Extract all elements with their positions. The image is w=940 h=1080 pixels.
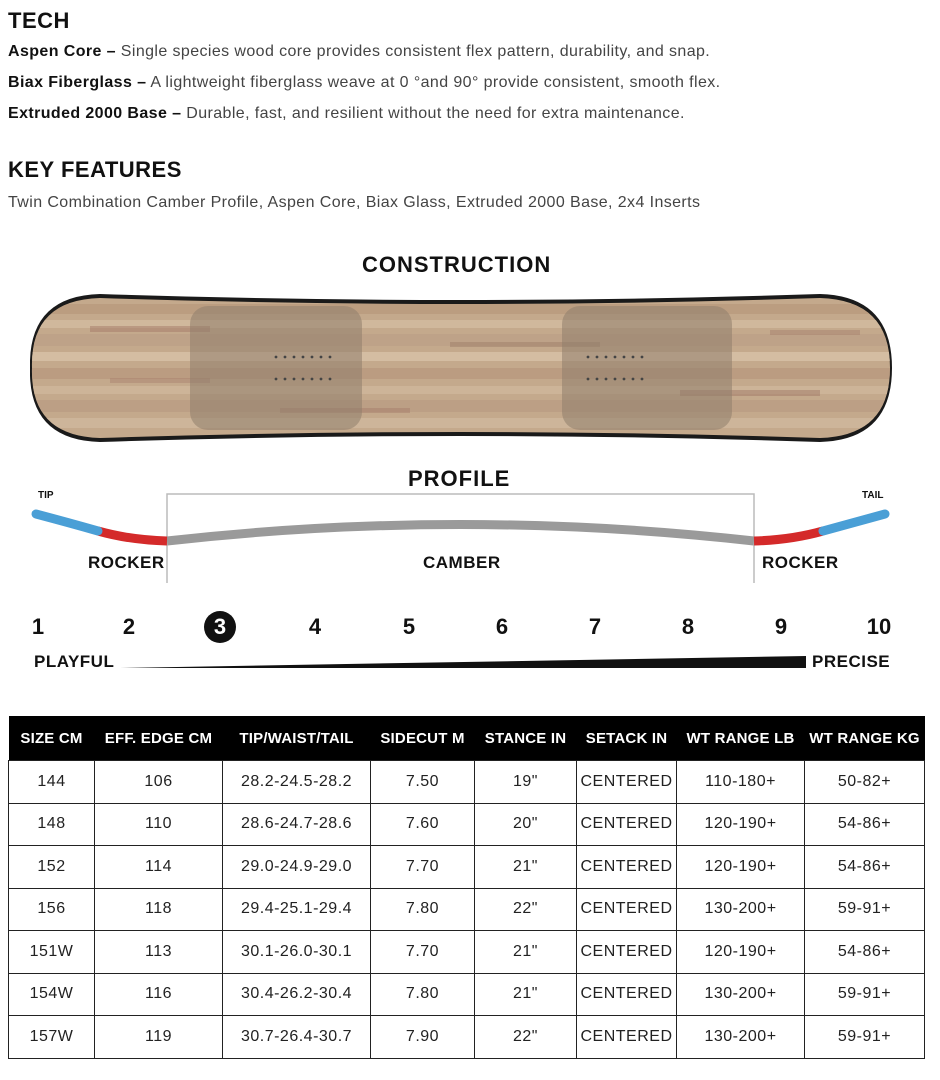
- table-cell: 157W: [9, 1016, 95, 1059]
- table-cell: 21": [475, 846, 577, 889]
- flex-scale-value: 1: [31, 614, 45, 639]
- tech-item-desc: A lightweight fiberglass weave at 0 °and 90° provide consistent, smooth flex.: [146, 74, 721, 91]
- table-cell: 19": [475, 761, 577, 804]
- table-row: [9, 1016, 925, 1059]
- table-cell: CENTERED: [577, 1016, 677, 1059]
- key-features-heading: KEY FEATURES: [8, 157, 182, 182]
- table-cell: 54-86+: [805, 846, 925, 889]
- profile-title: PROFILE: [408, 466, 511, 491]
- table-cell: 28.6-24.7-28.6: [223, 803, 371, 846]
- table-row: [9, 761, 925, 804]
- camber-label: CAMBER: [423, 553, 501, 572]
- table-cell: 120-190+: [677, 846, 805, 889]
- rocker-right-label: ROCKER: [762, 553, 839, 572]
- tech-heading: TECH: [8, 8, 70, 33]
- table-cell: 144: [9, 761, 95, 804]
- snowboard-construction-image: [30, 290, 892, 446]
- tech-item-desc: Single species wood core provides consistent flex pattern, durability, and snap.: [115, 43, 711, 60]
- table-cell: 151W: [9, 931, 95, 974]
- table-cell: 152: [9, 846, 95, 889]
- table-cell: 156: [9, 888, 95, 931]
- tech-item-aspen-core: [8, 43, 710, 61]
- table-cell: 119: [95, 1016, 223, 1059]
- table-cell: 114: [95, 846, 223, 889]
- table-cell: 7.50: [371, 761, 475, 804]
- column-header: WT RANGE KG: [805, 716, 925, 761]
- flex-scale-value: 7: [588, 614, 602, 639]
- table-cell: 22": [475, 888, 577, 931]
- table-cell: 7.80: [371, 973, 475, 1016]
- table-cell: 7.70: [371, 931, 475, 974]
- table-cell: 110-180+: [677, 761, 805, 804]
- table-cell: 7.80: [371, 888, 475, 931]
- table-row: [9, 931, 925, 974]
- table-cell: 120-190+: [677, 803, 805, 846]
- table-cell: CENTERED: [577, 973, 677, 1016]
- column-header: EFF. EDGE CM: [95, 716, 223, 761]
- tech-item-extruded-base: [8, 105, 685, 123]
- tail-label: TAIL: [862, 490, 884, 501]
- flex-max-label: PRECISE: [812, 652, 891, 671]
- construction-title: CONSTRUCTION: [362, 252, 552, 277]
- table-cell: CENTERED: [577, 846, 677, 889]
- table-cell: 30.4-26.2-30.4: [223, 973, 371, 1016]
- flex-scale-value: 10: [866, 614, 892, 639]
- flex-scale-value: 2: [122, 614, 136, 639]
- table-row: [9, 888, 925, 931]
- key-features-text: Twin Combination Camber Profile, Aspen Core, Biax Glass, Extruded 2000 Base, 2x4 Inserts: [8, 194, 701, 211]
- table-cell: 130-200+: [677, 973, 805, 1016]
- table-row: [9, 846, 925, 889]
- table-cell: 7.70: [371, 846, 475, 889]
- tip-label: TIP: [38, 490, 54, 501]
- table-cell: 59-91+: [805, 973, 925, 1016]
- flex-scale-wedge: [120, 654, 806, 670]
- flex-scale-value: 4: [308, 614, 322, 639]
- table-cell: 130-200+: [677, 1016, 805, 1059]
- flex-scale-value: 8: [681, 614, 695, 639]
- table-cell: 59-91+: [805, 1016, 925, 1059]
- tech-item-name: Biax Fiberglass –: [8, 74, 147, 91]
- table-cell: 116: [95, 973, 223, 1016]
- table-cell: 148: [9, 803, 95, 846]
- table-cell: 29.0-24.9-29.0: [223, 846, 371, 889]
- column-header: SETACK IN: [577, 716, 677, 761]
- table-cell: 7.60: [371, 803, 475, 846]
- table-cell: 54-86+: [805, 931, 925, 974]
- table-cell: 120-190+: [677, 931, 805, 974]
- table-cell: 110: [95, 803, 223, 846]
- table-cell: CENTERED: [577, 803, 677, 846]
- table-cell: CENTERED: [577, 931, 677, 974]
- table-cell: 106: [95, 761, 223, 804]
- column-header: WT RANGE LB: [677, 716, 805, 761]
- table-cell: CENTERED: [577, 761, 677, 804]
- spec-table: [8, 716, 925, 1059]
- column-header: STANCE IN: [475, 716, 577, 761]
- table-cell: 30.1-26.0-30.1: [223, 931, 371, 974]
- table-cell: 54-86+: [805, 803, 925, 846]
- table-cell: 20": [475, 803, 577, 846]
- flex-scale-value: 9: [774, 614, 788, 639]
- spec-table-header: [9, 716, 925, 761]
- table-row: [9, 973, 925, 1016]
- table-cell: 30.7-26.4-30.7: [223, 1016, 371, 1059]
- table-row: [9, 803, 925, 846]
- column-header: TIP/WAIST/TAIL: [223, 716, 371, 761]
- table-cell: 21": [475, 973, 577, 1016]
- table-cell: 118: [95, 888, 223, 931]
- tech-item-desc: Durable, fast, and resilient without the need for extra maintenance.: [181, 105, 685, 122]
- table-cell: 7.90: [371, 1016, 475, 1059]
- flex-scale-value: 5: [402, 614, 416, 639]
- table-cell: 21": [475, 931, 577, 974]
- table-cell: 154W: [9, 973, 95, 1016]
- flex-scale-value-selected: 3: [204, 611, 236, 643]
- table-cell: 28.2-24.5-28.2: [223, 761, 371, 804]
- rocker-left-label: ROCKER: [88, 553, 165, 572]
- flex-scale-value: 6: [495, 614, 509, 639]
- table-cell: 113: [95, 931, 223, 974]
- tech-item-name: Extruded 2000 Base –: [8, 105, 182, 122]
- tech-item-name: Aspen Core –: [8, 43, 116, 60]
- column-header: SIDECUT M: [371, 716, 475, 761]
- column-header: SIZE CM: [9, 716, 95, 761]
- table-cell: 130-200+: [677, 888, 805, 931]
- table-cell: 29.4-25.1-29.4: [223, 888, 371, 931]
- table-cell: 22": [475, 1016, 577, 1059]
- flex-min-label: PLAYFUL: [34, 652, 115, 671]
- tech-item-biax-fiberglass: [8, 74, 721, 92]
- table-cell: CENTERED: [577, 888, 677, 931]
- table-cell: 50-82+: [805, 761, 925, 804]
- table-cell: 59-91+: [805, 888, 925, 931]
